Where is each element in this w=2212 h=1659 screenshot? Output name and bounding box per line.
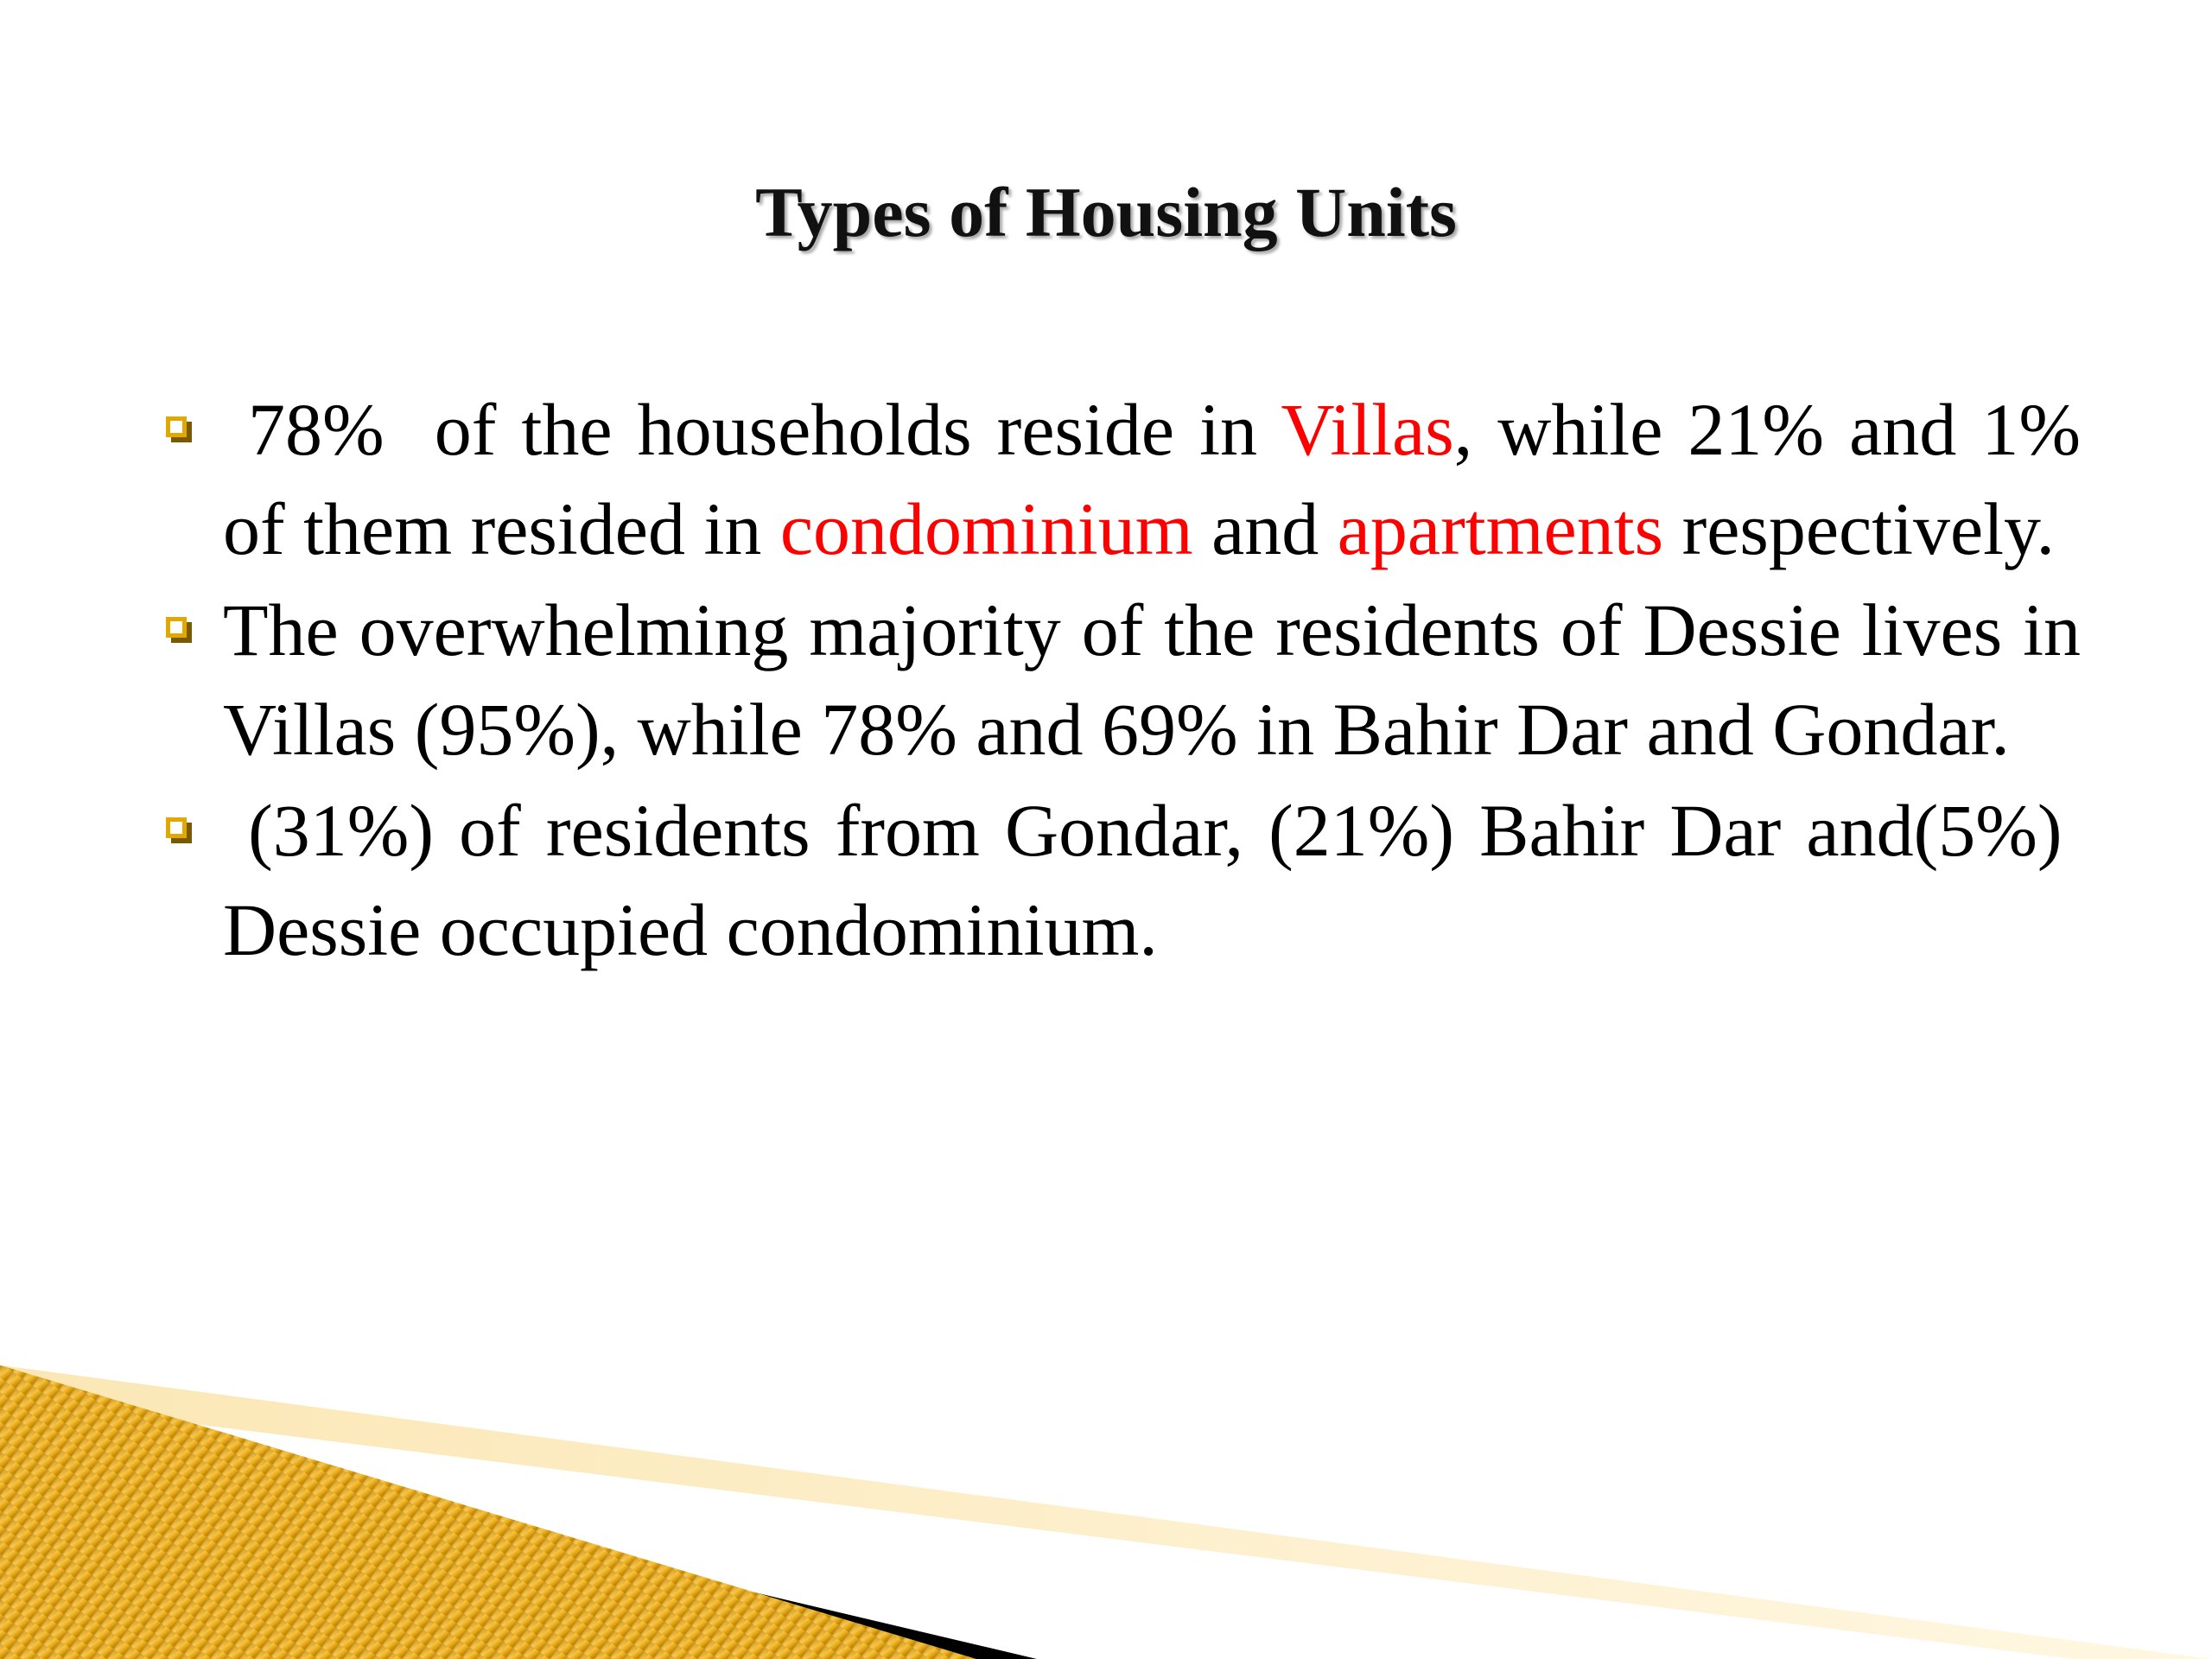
square-bullet-icon bbox=[166, 416, 188, 439]
bullet-text bbox=[223, 388, 2081, 570]
gold-ribbon-decoration bbox=[0, 1348, 2212, 1659]
text-segment: 78% of the households reside in bbox=[223, 388, 1281, 471]
text-segment: and bbox=[1192, 487, 1338, 570]
highlighted-term: Villas bbox=[1281, 388, 1454, 471]
text-segment: The overwhelming majority of the residents of Dessie lives in Villas (95%), while 78% and 69% in Bahir Dar and Gondar. bbox=[223, 588, 2081, 771]
text-segment: (31%) of residents from Gondar, (21%) Bahir Dar and(5%) Dessie occupied condominium. bbox=[223, 789, 2081, 971]
bullet-item bbox=[223, 581, 2081, 779]
bullet-item bbox=[223, 380, 2081, 579]
text-segment: respectively. bbox=[1663, 487, 2055, 570]
bullet-text bbox=[223, 789, 2081, 971]
text-segment: , while 21% and 1% of them resided in bbox=[223, 388, 2081, 570]
bullet-text bbox=[223, 588, 2081, 771]
highlighted-term: condominium bbox=[779, 487, 1193, 570]
square-bullet-icon bbox=[166, 617, 188, 639]
highlighted-term: apartments bbox=[1337, 487, 1664, 570]
square-bullet-icon bbox=[166, 817, 188, 840]
gold-band bbox=[0, 1365, 976, 1659]
slide-title: Types of Housing Units bbox=[755, 173, 1457, 251]
bullet-list bbox=[223, 380, 2081, 980]
bullet-item bbox=[223, 781, 2081, 980]
